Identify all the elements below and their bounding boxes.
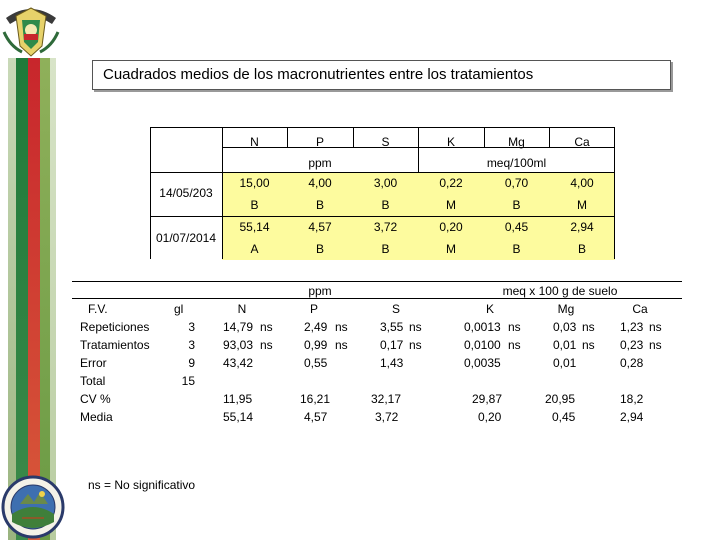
media-p: 4,57 [304, 410, 328, 424]
anova-cell-k: 0,0013 [464, 320, 501, 334]
media-s: 3,72 [375, 410, 399, 424]
page-title: Cuadrados medios de los macronutrientes entre los tratamientos [92, 60, 671, 90]
anova-header-gl: gl [174, 302, 184, 316]
anova-cell-n: 43,42 [223, 356, 254, 370]
anova-header-p: P [309, 302, 318, 316]
table-cell: 55,14 [239, 220, 270, 234]
anova-cell-s: 0,17 [380, 338, 404, 352]
anova-cell-fv: Total [80, 374, 106, 388]
anova-unit-meq: meq x 100 g de suelo [502, 284, 618, 298]
anova-header-k: K [485, 302, 494, 316]
anova-cell-p-sig: ns [335, 338, 348, 352]
university-seal-icon [2, 2, 60, 60]
date-label-1: 14/05/203 [159, 186, 213, 200]
table-cell: 0,70 [504, 176, 529, 190]
anova-cell-n: 93,03 [223, 338, 254, 352]
table-cell: B [381, 242, 390, 256]
anova-cell-n: 14,79 [223, 320, 254, 334]
table-cell: B [577, 242, 586, 256]
anova-top-rule [72, 281, 682, 282]
media-n: 55,14 [223, 410, 254, 424]
anova-header-fv: F.V. [88, 302, 108, 316]
anova-header-rule [72, 298, 682, 299]
stripe-olive [40, 58, 50, 540]
media-mg: 0,45 [552, 410, 576, 424]
stripe-pale [50, 58, 56, 540]
table-cell: B [512, 198, 521, 212]
anova-header-s: S [391, 302, 400, 316]
table-cell: 0,20 [439, 220, 463, 234]
col-header-p: P [315, 135, 324, 149]
table-cell: 4,00 [308, 176, 332, 190]
anova-cell-k-sig: ns [508, 338, 521, 352]
anova-cell-mg-sig: ns [582, 338, 595, 352]
anova-cell-ca-sig: ns [649, 320, 662, 334]
anova-cell-k: 0,0035 [464, 356, 501, 370]
anova-cell-ca-sig: ns [649, 338, 662, 352]
cv-label: CV % [80, 392, 111, 406]
grid-line [150, 216, 615, 217]
grid-line [150, 172, 615, 173]
anova-cell-n-sig: ns [260, 320, 273, 334]
anova-cell-p: 0,99 [304, 338, 328, 352]
col-header-k: K [446, 135, 455, 149]
unit-ppm-label: ppm [308, 156, 332, 170]
anova-cell-mg: 0,01 [553, 356, 577, 370]
anova-cell-s: 3,55 [380, 320, 404, 334]
cv-ca: 18,2 [620, 392, 644, 406]
anova-cell-p: 2,49 [304, 320, 328, 334]
table-cell: B [250, 198, 259, 212]
col-header-s: S [381, 135, 390, 149]
anova-cell-ca: 0,23 [620, 338, 644, 352]
cv-mg: 20,95 [545, 392, 576, 406]
anova-cell-k: 0,0100 [464, 338, 501, 352]
cv-n: 11,95 [223, 392, 253, 406]
decorative-side-band [0, 0, 64, 540]
table-cell: 0,45 [504, 220, 529, 234]
anova-cell-mg: 0,01 [553, 338, 577, 352]
stripe-light-green [8, 58, 16, 540]
table-cell: A [250, 242, 259, 256]
table-cell: 3,72 [373, 220, 398, 234]
table-cell: M [446, 242, 456, 256]
media-label: Media [80, 410, 113, 424]
anova-cell-s-sig: ns [409, 320, 422, 334]
anova-cell-p: 0,55 [304, 356, 328, 370]
anova-cell-p-sig: ns [335, 320, 348, 334]
anova-cell-s-sig: ns [409, 338, 422, 352]
table-cell: B [315, 242, 324, 256]
cv-k: 29,87 [472, 392, 503, 406]
anova-cell-gl: 3 [188, 320, 195, 334]
anova-cell-ca: 0,28 [620, 356, 644, 370]
table-cell: M [446, 198, 456, 212]
table-cell: 4,57 [308, 220, 332, 234]
date-label-2: 01/07/2014 [155, 231, 217, 245]
table-cell: 2,94 [570, 220, 594, 234]
col-header-mg: Mg [508, 135, 525, 149]
table-cell: 15,00 [239, 176, 270, 190]
faculty-seal-icon [0, 474, 66, 540]
table-cell: B [315, 198, 324, 212]
col-header-ca: Ca [574, 135, 590, 149]
anova-cell-s: 1,43 [380, 356, 404, 370]
cv-s: 32,17 [371, 392, 402, 406]
anova-cell-fv: Error [80, 356, 107, 370]
anova-header-n: N [237, 302, 247, 316]
stripe-red [28, 58, 40, 540]
anova-cell-mg: 0,03 [553, 320, 577, 334]
table-cell: M [577, 198, 587, 212]
cv-p: 16,21 [300, 392, 331, 406]
anova-cell-mg-sig: ns [582, 320, 595, 334]
anova-cell-gl: 3 [188, 338, 195, 352]
anova-unit-ppm: ppm [308, 284, 332, 298]
table-cell: 4,00 [570, 176, 594, 190]
stripe-dark-green [16, 58, 28, 540]
media-k: 0,20 [478, 410, 502, 424]
footnote: ns = No significativo [88, 478, 196, 492]
table-cell: 3,00 [373, 176, 398, 190]
col-header-n: N [250, 135, 259, 149]
anova-header-ca: Ca [632, 302, 648, 316]
anova-cell-gl: 9 [188, 356, 195, 370]
anova-cell-k-sig: ns [508, 320, 521, 334]
anova-header-mg: Mg [557, 302, 575, 316]
anova-cell-ca: 1,23 [620, 320, 644, 334]
anova-cell-n-sig: ns [260, 338, 273, 352]
table-cell: 0,22 [439, 176, 463, 190]
anova-cell-gl: 15 [181, 374, 195, 388]
table-cell: B [381, 198, 390, 212]
anova-cell-fv: Tratamientos [80, 338, 150, 352]
media-ca: 2,94 [620, 410, 644, 424]
anova-cell-fv: Repeticiones [80, 320, 150, 334]
table-cell: B [512, 242, 521, 256]
unit-meq-label: meq/100ml [486, 156, 547, 170]
